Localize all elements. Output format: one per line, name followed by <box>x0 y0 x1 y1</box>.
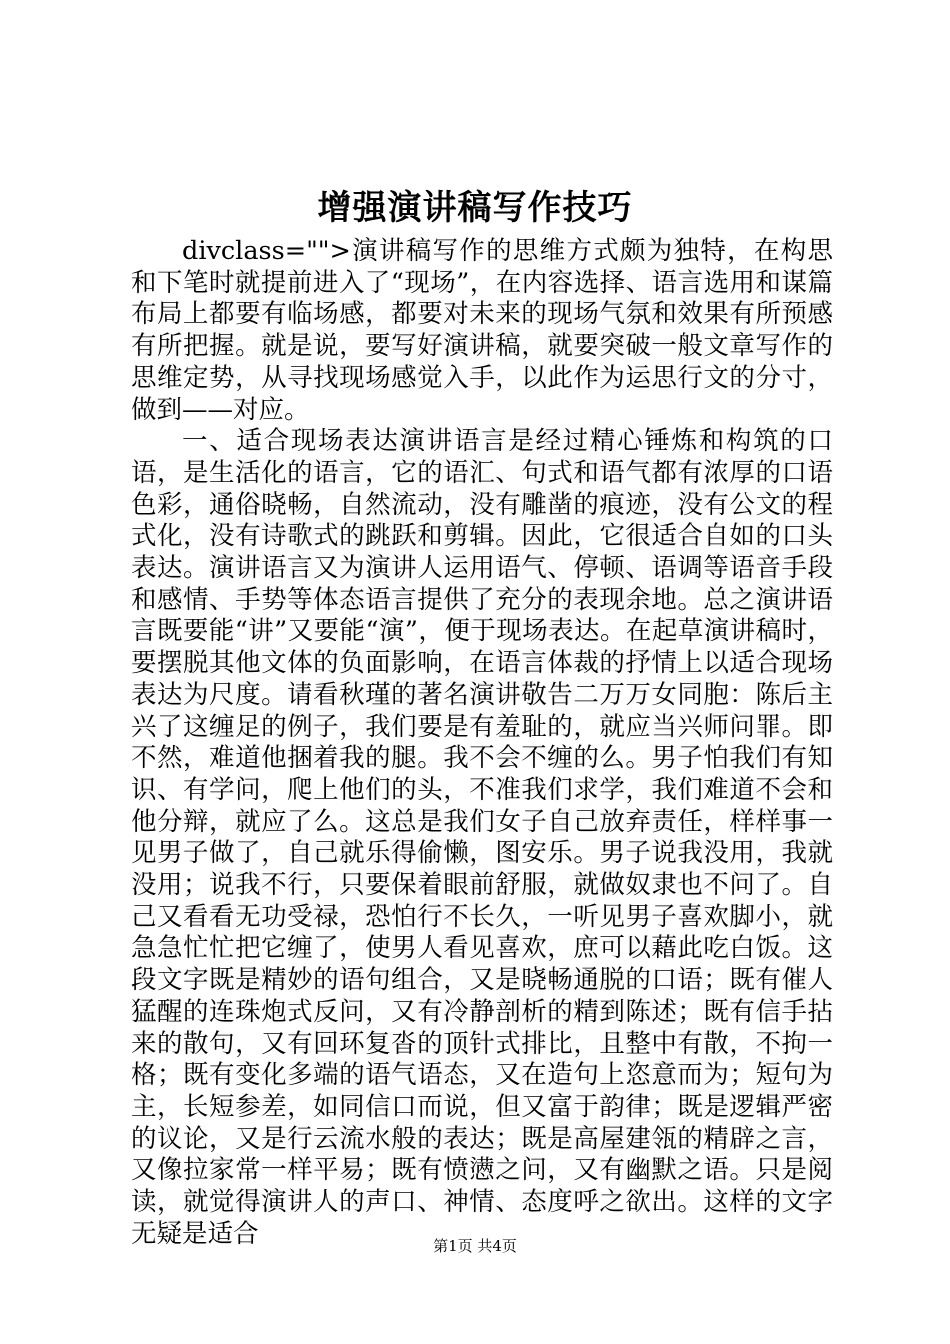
document-title: 增强演讲稿写作技巧 <box>317 188 633 228</box>
page-number: 第1页 共4页 <box>433 1237 517 1255</box>
paragraph-intro: divclass="">演讲稿写作的思维方式颇为独特，在构思和下笔时就提前进入了“现场”，在内容选择、语言选用和谋篇布局上都要有临场感，都要对未来的现场气氛和效果有所预感有所把握。就是说，要写好演讲稿，就要突破一般文章写作的思维定势，从寻找现场感觉入手，以此作为运思行文的分寸，做到——对应。 <box>131 236 833 425</box>
paragraph-section-one: 一、适合现场表达演讲语言是经过精心锤炼和构筑的口语，是生活化的语言，它的语汇、句式和语气都有浓厚的口语色彩，通俗晓畅，自然流动，没有雕凿的痕迹，没有公文的程式化，没有诗歌式的跳跃和剪辑。因此，它很适合自如的口头表达。演讲语言又为演讲人运用语气、停顿、语调等语音手段和感情、手势等体态语言提供了充分的表现余地。总之演讲语言既要能“讲”又要能“演”，便于现场表达。在起草演讲稿时，要摆脱其他文体的负面影响，在语言体裁的抒情上以适合现场表达为尺度。请看秋瑾的著名演讲敬告二万万女同胞：陈后主兴了这缠足的例子，我们要是有羞耻的，就应当兴师问罪。即不然，难道他捆着我的腿。我不会不缠的么。男子怕我们有知识、有学问，爬上他们的头，不准我们求学，我们难道不会和他分辩，就应了么。这总是我们女子自己放弃责任，样样事一见男子做了，自己就乐得偷懒，图安乐。男子说我没用，我就没用；说我不行，只要保着眼前舒服，就做奴隶也不问了。自己又看看无功受禄，恐怕行不长久，一听见男子喜欢脚小，就急急忙忙把它缠了，使男人看见喜欢，庶可以藉此吃白饭。这段文字既是精妙的语句组合，又是晓畅通脱的口语；既有催人猛醒的连珠炮式反问，又有冷静剖析的精到陈述；既有信手拈来的散句，又有回环复沓的顶针式排比，且整中有散，不拘一格；既有变化多端的语气语态，又在造句上恣意而为；短句为主，长短参差，如同信口而说，但又富于韵律；既是逻辑严密的议论，又是行云流水般的表达；既是高屋建瓴的精辟之言，又像拉家常一样平易；既有愤懑之问，又有幽默之语。只是阅读，就觉得演讲人的声口、神情、态度呼之欲出。这样的文字无疑是适合 <box>131 426 833 1249</box>
